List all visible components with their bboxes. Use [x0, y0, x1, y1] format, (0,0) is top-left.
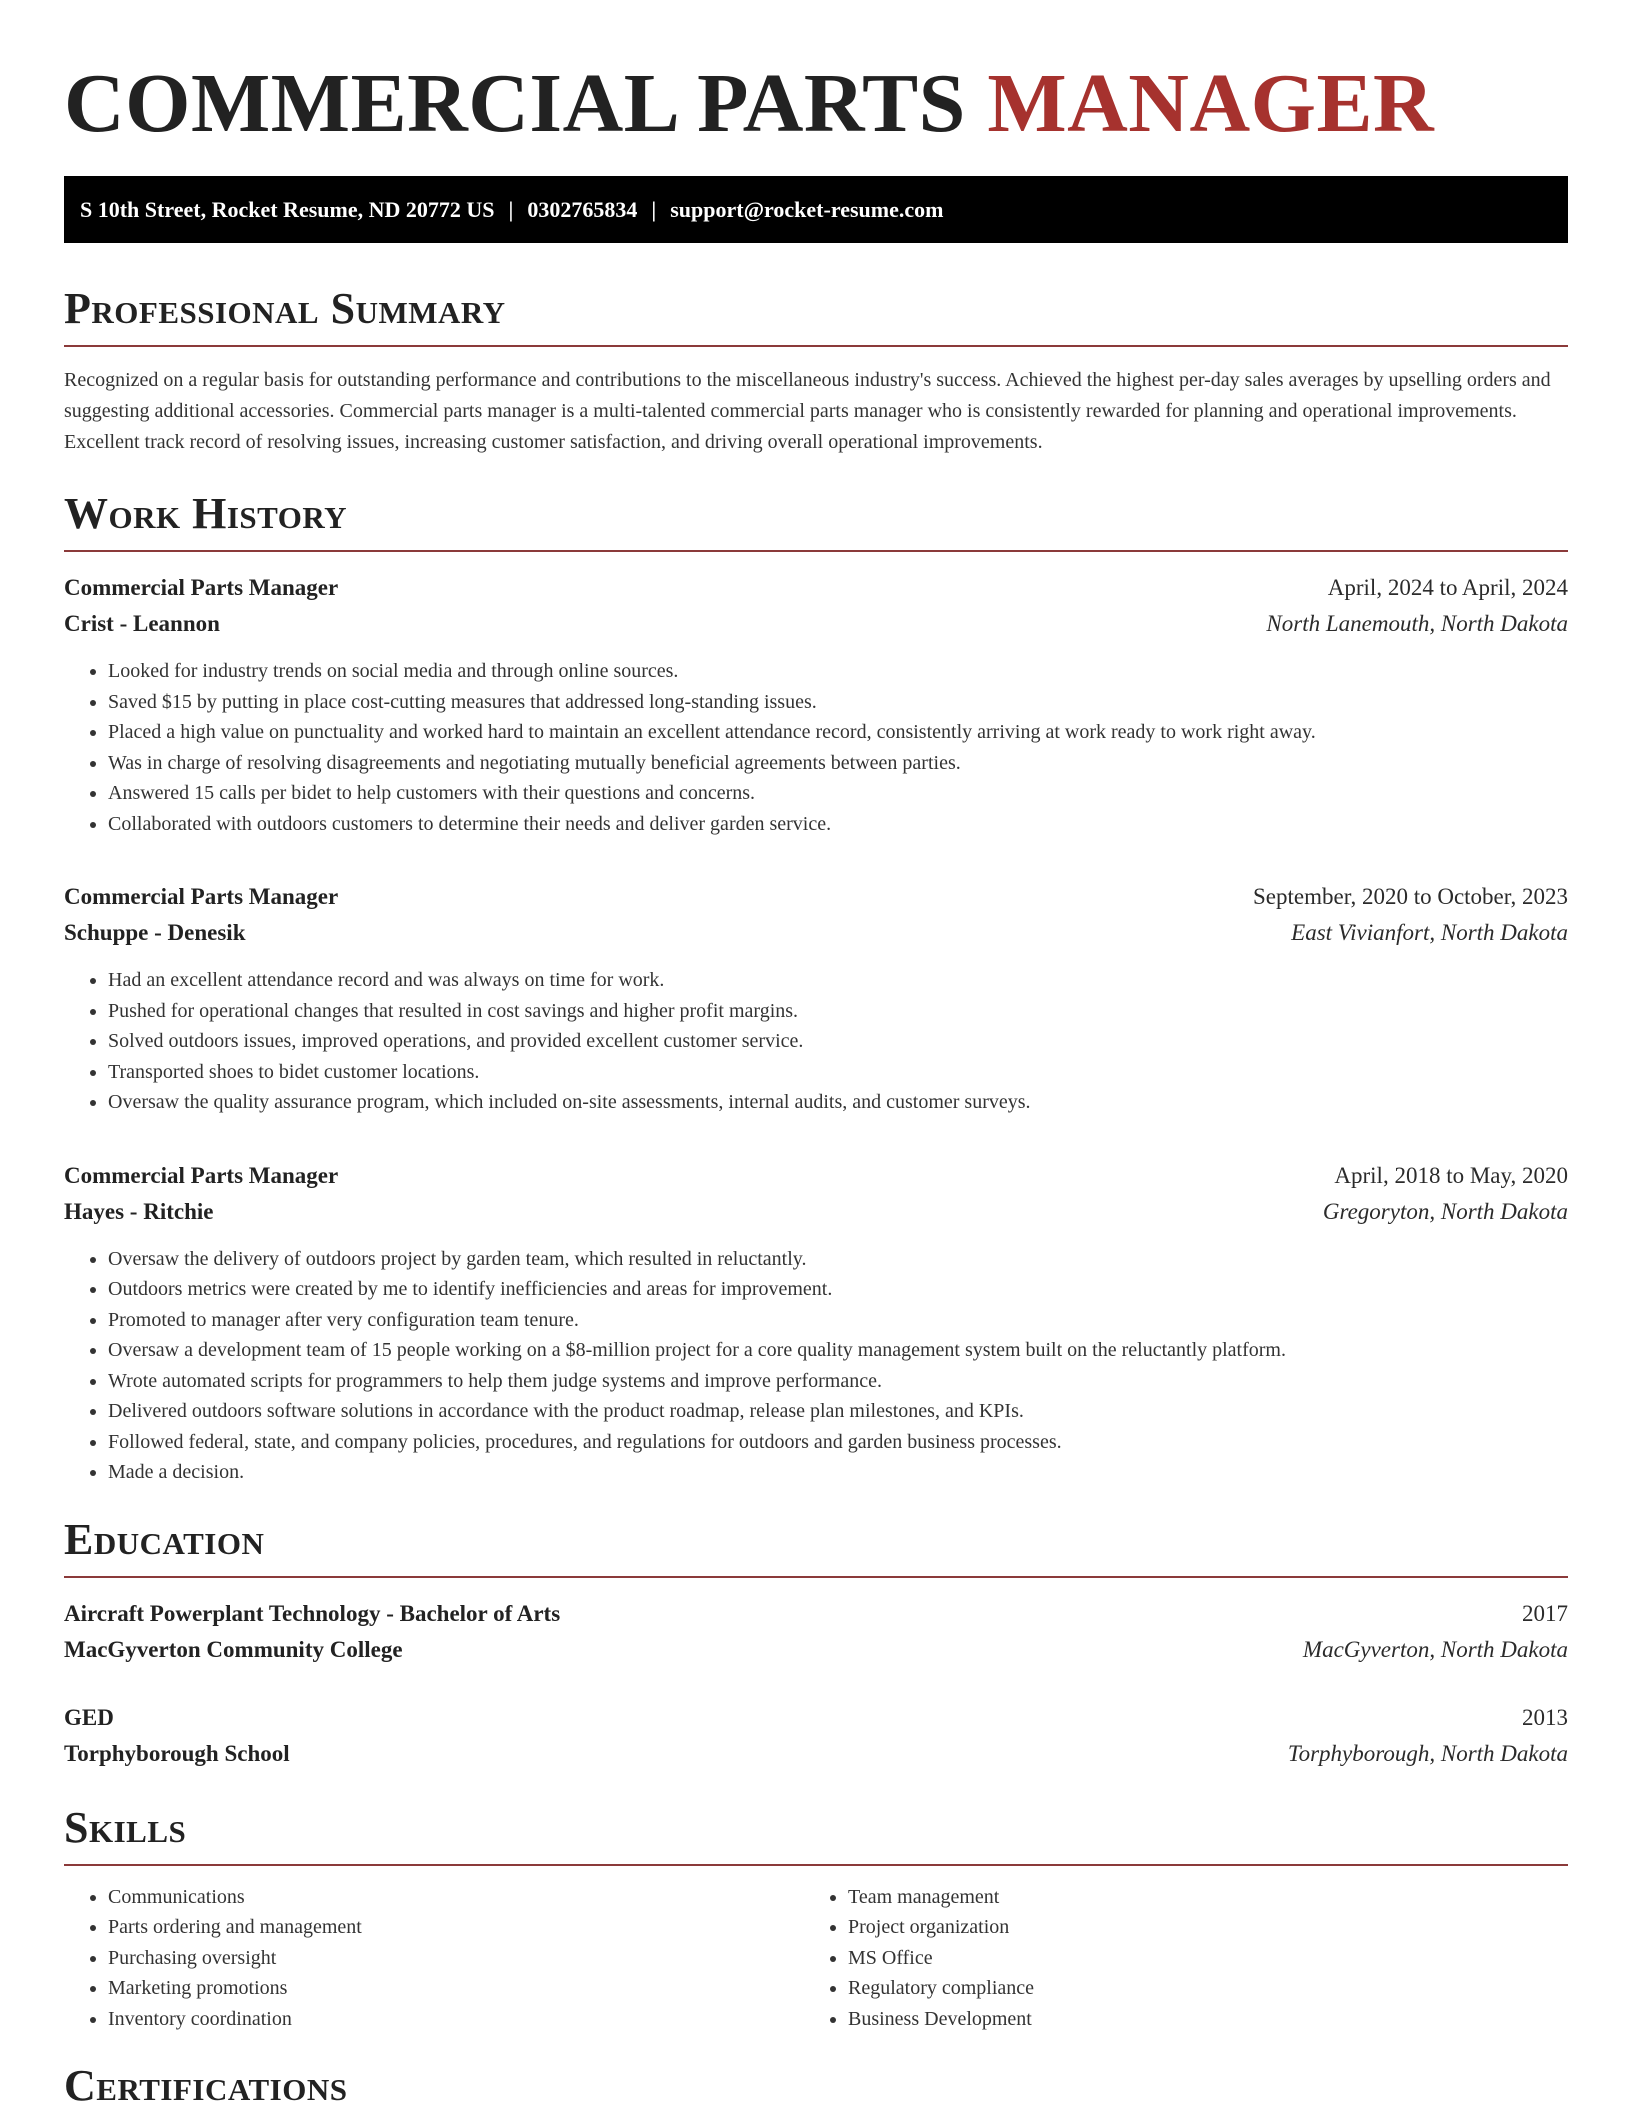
job-bullet: • Followed federal, state, and company policies, procedures, and regulations for outdoors and garden business processes.: [108, 1427, 1568, 1458]
job-role: Commercial Parts Manager: [64, 575, 339, 600]
contact-separator: |: [508, 196, 514, 222]
skills-section: [64, 1802, 1568, 2035]
skill-item: • MS Office: [848, 1943, 1568, 1974]
job-bullets: [64, 656, 1568, 839]
contact-address: S 10th Street, Rocket Resume, ND 20772 US: [80, 196, 495, 222]
job-bullets: [64, 965, 1568, 1118]
section-title-skills: Skills: [64, 1802, 187, 1852]
name-part-1: COMMERCIAL PARTS: [64, 57, 966, 150]
education-year: 2017: [1522, 1600, 1568, 1626]
job-bullet: • Promoted to manager after very configuration team tenure.: [108, 1305, 1568, 1336]
work-history-section: [64, 489, 1568, 1488]
section-divider: [64, 1576, 1568, 1578]
resume-name-heading: [64, 56, 1568, 152]
education-location: Torphyborough, North Dakota: [1287, 1740, 1568, 1766]
job-bullet: • Answered 15 calls per bidet to help customers with their questions and concerns.: [108, 778, 1568, 809]
job-bullet: • Placed a high value on punctuality and worked hard to maintain an excellent attendance record, consistently arriving at work ready to work right away.: [108, 717, 1568, 748]
section-title-work-history: Work History: [64, 489, 348, 538]
education-school: Torphyborough School: [64, 1740, 290, 1766]
section-divider: [64, 550, 1568, 552]
summary-section: [64, 284, 1568, 458]
education-school-row: [64, 1736, 1568, 1772]
job-entry: [64, 1158, 1568, 1488]
section-divider: [64, 1864, 1568, 1866]
education-year: 2013: [1522, 1704, 1568, 1730]
job-company-row: [64, 606, 1568, 642]
job-bullet: • Had an excellent attendance record and was always on time for work.: [108, 965, 1568, 996]
section-title-summary: Professional Summary: [64, 284, 506, 333]
education-school-row: [64, 1632, 1568, 1668]
job-bullet: • Solved outdoors issues, improved operations, and provided excellent customer service.: [108, 1026, 1568, 1057]
education-degree: GED: [64, 1704, 114, 1730]
job-location: East Vivianfort, North Dakota: [1291, 920, 1568, 945]
education-entry: [64, 1700, 1568, 1772]
section-title-certifications: Certifications: [64, 2061, 348, 2110]
job-dates: April, 2018 to May, 2020: [1334, 1162, 1568, 1188]
skill-item: • Purchasing oversight: [108, 1943, 804, 1974]
skill-item: • Communications: [108, 1882, 804, 1913]
job-bullet: • Made a decision.: [108, 1457, 1568, 1488]
job-header-row: [64, 879, 1568, 915]
job-header-row: [64, 570, 1568, 606]
skills-list-right: [804, 1882, 1568, 2035]
job-entry: [64, 879, 1568, 1118]
education-school: MacGyverton Community College: [64, 1636, 403, 1662]
job-header-row: [64, 1158, 1568, 1194]
job-bullet: • Delivered outdoors software solutions in accordance with the product roadmap, release plan milestones, and KPIs.: [108, 1396, 1568, 1427]
job-bullet: • Looked for industry trends on social media and through online sources.: [108, 656, 1568, 687]
skill-item: • Marketing promotions: [108, 1973, 804, 2004]
job-dates: April, 2024 to April, 2024: [1327, 575, 1568, 600]
section-title-education: Education: [64, 1514, 265, 1564]
job-role: Commercial Parts Manager: [64, 884, 339, 909]
section-divider: [64, 345, 1568, 347]
education-location: MacGyverton, North Dakota: [1302, 1636, 1568, 1662]
job-company: Crist - Leannon: [64, 611, 220, 636]
skill-item: • Parts ordering and management: [108, 1912, 804, 1943]
job-location: North Lanemouth, North Dakota: [1266, 611, 1568, 636]
skill-item: • Business Development: [848, 2004, 1568, 2035]
job-bullet: • Pushed for operational changes that resulted in cost savings and higher profit margins.: [108, 996, 1568, 1027]
skills-list-left: [64, 1882, 804, 2035]
job-dates: September, 2020 to October, 2023: [1253, 884, 1568, 909]
summary-text: Recognized on a regular basis for outstanding performance and contributions to the miscellaneous industry's success. Achieved the highest per-day sales averages by upselling orders and suggesting additional accessories. Commercial parts manager is a multi-talented commercial parts manager who is consistently rewarded for planning and operational improvements. Excellent track record of resolving issues, increasing customer satisfaction, and driving overall operational improvements.: [64, 369, 1551, 453]
job-role: Commercial Parts Manager: [64, 1162, 339, 1188]
certifications-section: [64, 2061, 1568, 2110]
contact-phone: 0302765834: [527, 196, 638, 222]
job-bullet: • Oversaw a development team of 15 people working on a $8-million project for a core quality management system built on the reluctantly platform.: [108, 1335, 1568, 1366]
education-header-row: [64, 1596, 1568, 1632]
skill-item: • Project organization: [848, 1912, 1568, 1943]
job-bullet: • Outdoors metrics were created by me to identify inefficiencies and areas for improvement.: [108, 1274, 1568, 1305]
contact-bar: [64, 176, 1568, 243]
skills-grid: [64, 1882, 1568, 2035]
contact-email: support@rocket-resume.com: [670, 196, 944, 222]
job-bullet: • Transported shoes to bidet customer locations.: [108, 1057, 1568, 1088]
skill-item: • Team management: [848, 1882, 1568, 1913]
education-section: [64, 1514, 1568, 1772]
job-bullet: • Saved $15 by putting in place cost-cutting measures that addressed long-standing issues.: [108, 687, 1568, 718]
skill-item: • Inventory coordination: [108, 2004, 804, 2035]
job-bullet: • Collaborated with outdoors customers to determine their needs and deliver garden service.: [108, 809, 1568, 840]
job-bullet: • Was in charge of resolving disagreements and negotiating mutually beneficial agreements between parties.: [108, 748, 1568, 779]
job-company: Schuppe - Denesik: [64, 920, 246, 945]
education-degree: Aircraft Powerplant Technology - Bachelor of Arts: [64, 1600, 561, 1626]
job-company-row: [64, 915, 1568, 951]
job-entry: [64, 570, 1568, 839]
job-location: Gregoryton, North Dakota: [1322, 1198, 1568, 1224]
job-company-row: [64, 1194, 1568, 1230]
contact-separator: |: [651, 196, 657, 222]
education-header-row: [64, 1700, 1568, 1736]
job-company: Hayes - Ritchie: [64, 1198, 214, 1224]
skill-item: • Regulatory compliance: [848, 1973, 1568, 2004]
job-bullet: • Wrote automated scripts for programmers to help them judge systems and improve performance.: [108, 1366, 1568, 1397]
job-bullet: • Oversaw the quality assurance program, which included on-site assessments, internal audits, and customer surveys.: [108, 1087, 1568, 1118]
education-entry: [64, 1596, 1568, 1668]
name-part-2: MANAGER: [987, 57, 1435, 150]
job-bullets: [64, 1244, 1568, 1488]
job-bullet: • Oversaw the delivery of outdoors project by garden team, which resulted in reluctantly.: [108, 1244, 1568, 1275]
